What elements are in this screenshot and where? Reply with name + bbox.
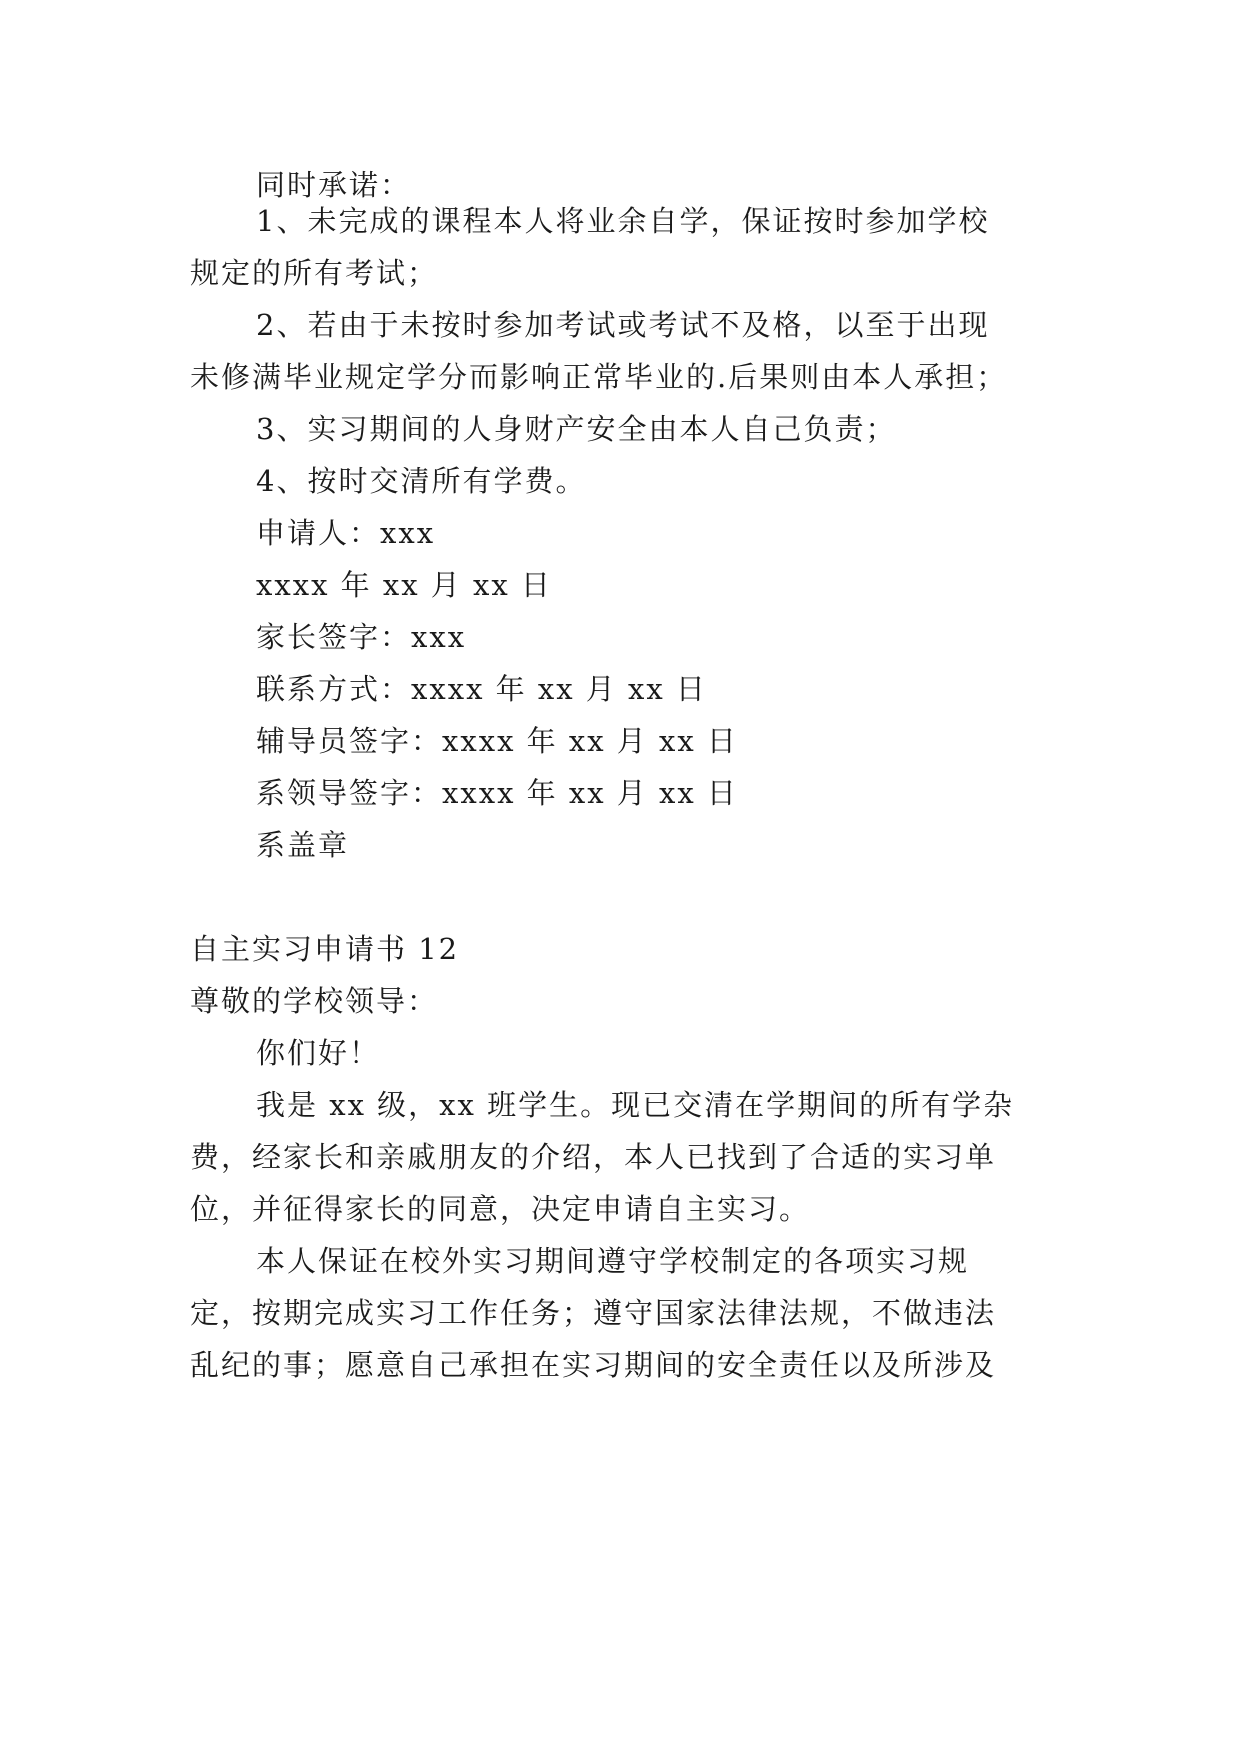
commitment-heading: 同时承诺：: [256, 168, 412, 202]
paragraph-1-line-3: 位，并征得家长的同意，决定申请自主实习。: [190, 1192, 811, 1226]
commitment-item-1-line-2: 规定的所有考试；: [190, 256, 439, 290]
document-title: 自主实习申请书 12: [190, 932, 460, 966]
paragraph-2-line-1: 本人保证在校外实习期间遵守学校制定的各项实习规: [256, 1244, 970, 1278]
applicant-signature: 申请人：xxx: [256, 516, 436, 550]
commitment-item-2-line-1: 2、若由于未按时参加考试或考试不及格，以至于出现: [256, 308, 990, 342]
paragraph-2-line-3: 乱纪的事；愿意自己承担在实习期间的安全责任以及所涉及: [190, 1348, 997, 1382]
paragraph-2-line-2: 定，按期完成实习工作任务；遵守国家法律法规，不做违法: [190, 1296, 997, 1330]
greeting: 你们好！: [256, 1036, 381, 1070]
contact-info: 联系方式：xxxx 年 xx 月 xx 日: [256, 672, 707, 706]
paragraph-1-line-1: 我是 xx 级，xx 班学生。现已交清在学期间的所有学杂: [256, 1088, 1015, 1122]
commitment-item-2-line-2: 未修满毕业规定学分而影响正常毕业的.后果则由本人承担；: [190, 360, 1008, 394]
department-leader-signature: 系领导签字：xxxx 年 xx 月 xx 日: [256, 776, 738, 810]
salutation: 尊敬的学校领导：: [190, 984, 439, 1018]
paragraph-1-line-2: 费，经家长和亲戚朋友的介绍，本人已找到了合适的实习单: [190, 1140, 997, 1174]
commitment-item-3: 3、实习期间的人身财产安全由本人自己负责；: [256, 412, 897, 446]
applicant-date: xxxx 年 xx 月 xx 日: [256, 568, 552, 602]
commitment-item-1-line-1: 1、未完成的课程本人将业余自学，保证按时参加学校: [256, 204, 990, 238]
department-seal: 系盖章: [256, 828, 350, 862]
counselor-signature: 辅导员签字：xxxx 年 xx 月 xx 日: [256, 724, 738, 758]
commitment-item-4: 4、按时交清所有学费。: [256, 464, 587, 498]
parent-signature: 家长签字：xxx: [256, 620, 467, 654]
